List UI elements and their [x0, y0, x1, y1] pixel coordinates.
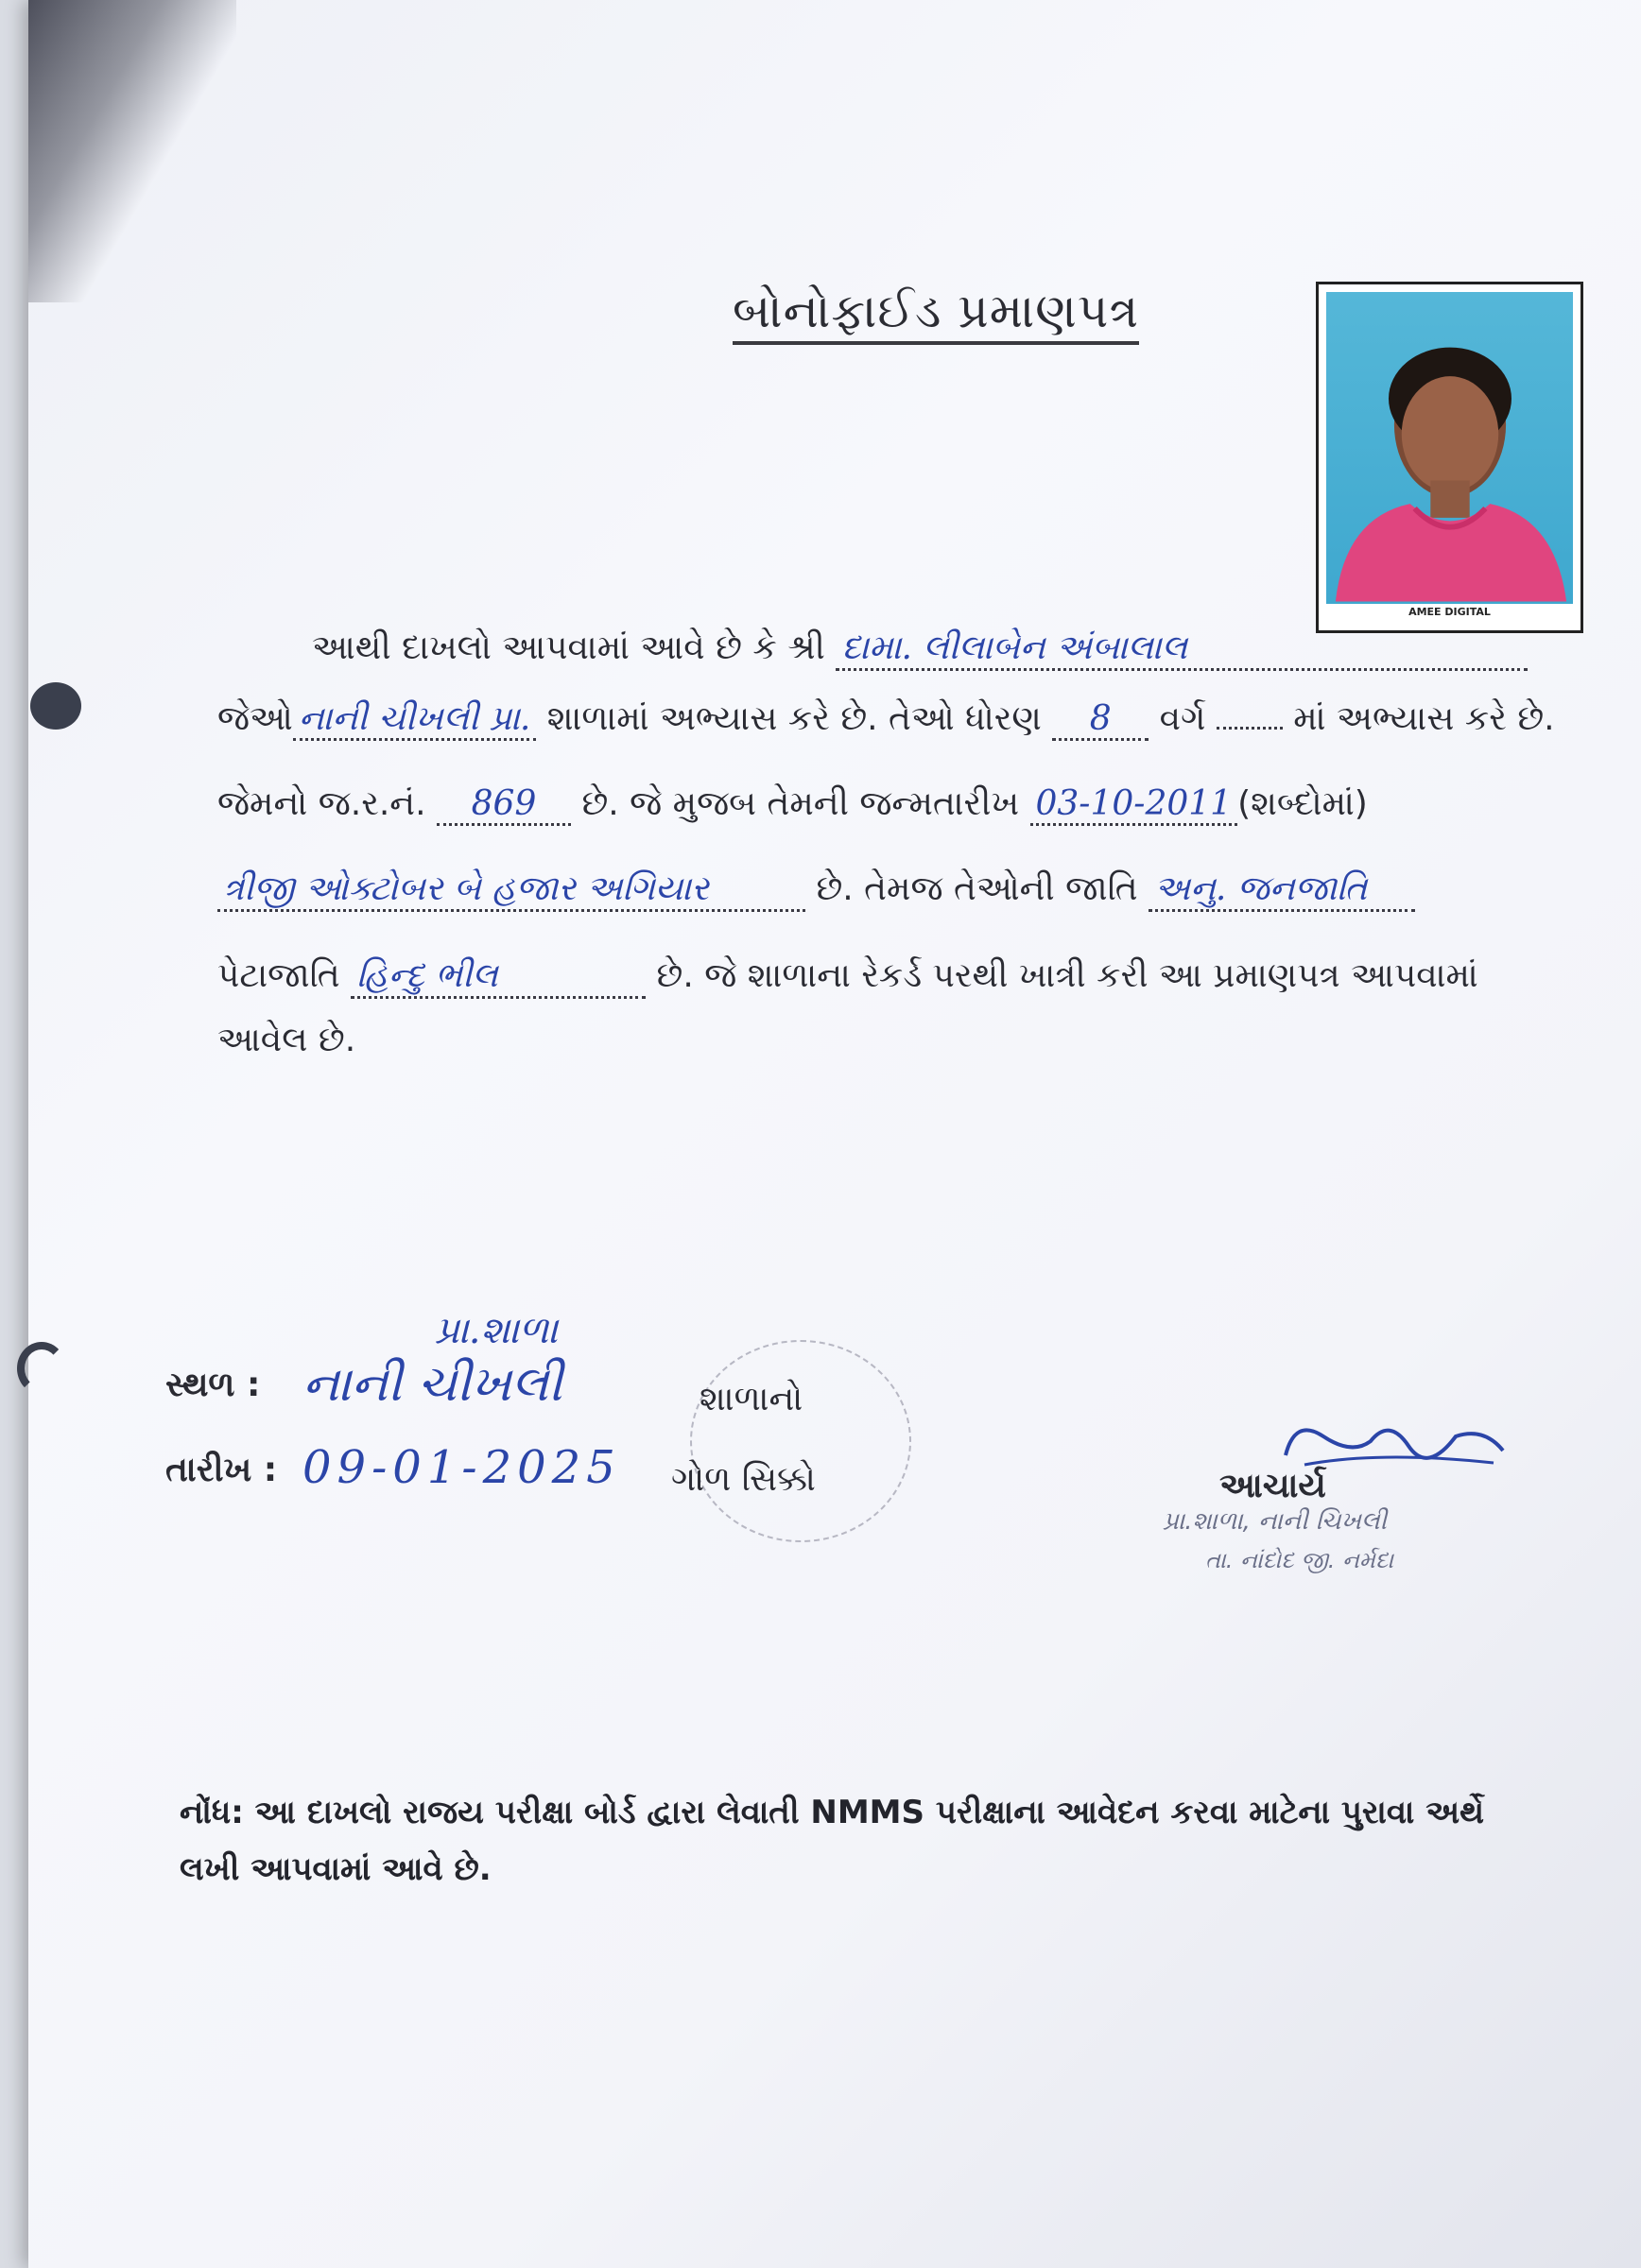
- line4-mid: છે. તેમજ તેઓની જાતિ: [816, 869, 1138, 908]
- dob-words-value: ત્રીજી ઓક્ટોબર બે હજાર અગિયાર: [217, 869, 805, 912]
- place-value-top: પ્રા.શાળા: [435, 1309, 559, 1352]
- line2-prefix: જેઓ: [217, 699, 293, 738]
- certificate-title: બોનોફાઈડ પ્રમાણપત્ર: [733, 284, 1139, 345]
- line5-tail: છે. જે શાળાના રેકર્ડ પરથી ખાત્રી કરી આ પ્રમાણપત્ર આપવામાં: [656, 956, 1478, 995]
- body-line-3: [217, 784, 1368, 826]
- date-label: તારીખ :: [165, 1451, 278, 1489]
- words-label: (શબ્દોમાં): [1237, 784, 1368, 823]
- gr-number-value: 869: [437, 784, 571, 826]
- principal-label: આચાર્ય: [1219, 1467, 1326, 1505]
- student-name-value: દામા. લીલાબેન અંબાલાલ: [836, 628, 1528, 671]
- principal-stamp-line-2: તા. નાંદોદ જી. નર્મદા: [1205, 1547, 1394, 1573]
- line2-mid: શાળામાં અભ્યાસ કરે છે. તેઓ ધોરણ: [546, 699, 1042, 738]
- standard-value: 8: [1052, 699, 1149, 741]
- place-label: સ્થળ :: [165, 1366, 261, 1404]
- gr-number-label: જેમનો જ.ર.નં.: [217, 784, 426, 823]
- line3-mid: છે. જે મુજબ તેમની જન્મતારીખ: [581, 784, 1020, 823]
- sub-caste-label: પેટાજાતિ: [217, 956, 340, 995]
- certificate-page: [28, 0, 1641, 2268]
- student-portrait: [1326, 292, 1573, 604]
- seal-label-2: ગોળ સિક્કો: [671, 1460, 816, 1499]
- body-line-4: [217, 869, 1415, 912]
- photo-studio-label: AMEE DIGITAL: [1408, 606, 1491, 618]
- body-line-1: [312, 628, 1528, 671]
- student-photo: [1316, 282, 1583, 633]
- dob-value: 03-10-2011: [1030, 784, 1238, 826]
- punch-hole-top: [30, 682, 81, 730]
- principal-stamp-line-1: પ્રા.શાળા, નાની ચિખલી: [1163, 1507, 1388, 1536]
- body-line-2: [217, 699, 1555, 741]
- school-name-value: નાની ચીખલી પ્રા.: [293, 699, 536, 741]
- intro-text: આથી દાખલો આપવામાં આવે છે કે શ્રી: [312, 628, 825, 667]
- caste-value: અનુ. જનજાતિ: [1149, 869, 1415, 912]
- seal-label-1: શાળાનો: [700, 1380, 803, 1418]
- body-line-5: [217, 956, 1478, 999]
- line6-text: આવેલ છે.: [217, 1021, 356, 1059]
- line2-tail: માં અભ્યાસ કરે છે.: [1293, 699, 1555, 738]
- certificate-note: નોંધ: આ દાખલો રાજય પરીક્ષા બોર્ડ દ્વારા લેવાતી NMMS પરીક્ષાના આવેદન કરવા માટેના પુરાવા અર્થે લખી આપવામાં આવે છે.: [180, 1794, 1485, 1888]
- class-blank: [1217, 727, 1283, 730]
- date-value: 09-01-2025: [302, 1441, 621, 1494]
- school-seal-outline: [690, 1340, 911, 1542]
- paper-fold-shadow: [28, 0, 236, 302]
- place-value: નાની ચીખલી: [302, 1356, 563, 1413]
- body-line-6: [217, 1021, 355, 1060]
- sub-caste-value: હિન્દુ ભીલ: [351, 956, 646, 999]
- punch-hole-bottom: [17, 1342, 66, 1395]
- line2-class-label: વર્ગ: [1159, 699, 1206, 738]
